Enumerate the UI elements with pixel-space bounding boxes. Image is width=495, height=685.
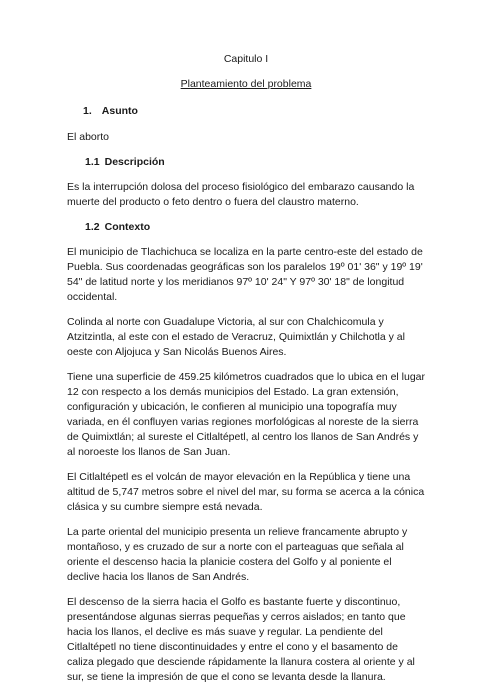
chapter-title: Planteamiento del problema bbox=[180, 78, 312, 90]
context-paragraph: Colinda al norte con Guadalupe Victoria, al sur con Chalchicomula y Atzitzintla, al este con el estado de Veracruz, Quimixtlán y Chilchotla y al oeste con Aljojuca y San Nicolás Buenos Aires. bbox=[67, 316, 405, 358]
topic-text: El aborto bbox=[67, 131, 110, 143]
context-paragraph: El municipio de Tlachichuca se localiza en la parte centro-este del estado de Puebla. Sus coordenadas geográficas son los paralelos 19º 01' 36" y 19º 19' 54" de latitud norte y los meridianos 97º 10' 24" Y 97º 30' 18" de longitud occidental. bbox=[67, 246, 423, 303]
section-number: 1. bbox=[83, 105, 92, 117]
section-heading-asunto bbox=[83, 104, 425, 119]
section-number: 1.1 bbox=[85, 156, 100, 168]
context-paragraph: El descenso de la sierra hacia el Golfo es bastante fuerte y discontinuo, presentándose algunas sierras pequeñas y cerros aislados; en tanto que hacia los llanos, el declive es más suave y regular. La pendiente del Citlaltépetl no tiene discontinuidades y entre el cono y el basamento de caliza plegado que desciende rápidamente la llanura costera al oriente y al sur, se tiene la impresión de que el cono se levanta desde la llanura. bbox=[67, 596, 415, 683]
description-paragraph: Es la interrupción dolosa del proceso fisiológico del embarazo causando la muerte del producto o feto dentro o fuera del claustro materno. bbox=[67, 181, 415, 208]
section-heading-contexto bbox=[85, 220, 425, 235]
context-paragraph: Tiene una superficie de 459.25 kilómetros cuadrados que lo ubica en el lugar 12 con respecto a los demás municipios del Estado. La gran extensión, configuración y ubicación, le confieren al municipio una topografía muy variada, en él confluyen varias regiones morfológicas al noreste de la sierra de Quimixtlán; al sureste el Citlaltépetl, al centro los llanos de San Andrés y al noroeste los llanos de San Juan. bbox=[67, 371, 426, 458]
section-number: 1.2 bbox=[85, 221, 100, 233]
section-heading-descripcion bbox=[85, 155, 425, 170]
context-paragraph: El Citlaltépetl es el volcán de mayor elevación en la República y tiene una altitud de 5,747 metros sobre el nivel del mar, su forma se acerca a la cónica clásica y su cumbre siempre está nevada. bbox=[67, 471, 425, 513]
context-paragraph: La parte oriental del municipio presenta un relieve francamente abrupto y montañoso, y es cruzado de sur a norte con el parteaguas que señala al oriente el descenso hacia la planicie costera del Golfo y al poniente el declive hacia los llanos de San Andrés. bbox=[67, 526, 408, 583]
section-title: Contexto bbox=[104, 221, 151, 233]
section-title: Asunto bbox=[101, 105, 138, 117]
section-title: Descripción bbox=[104, 156, 165, 168]
chapter-heading: Capitulo I bbox=[223, 53, 269, 65]
